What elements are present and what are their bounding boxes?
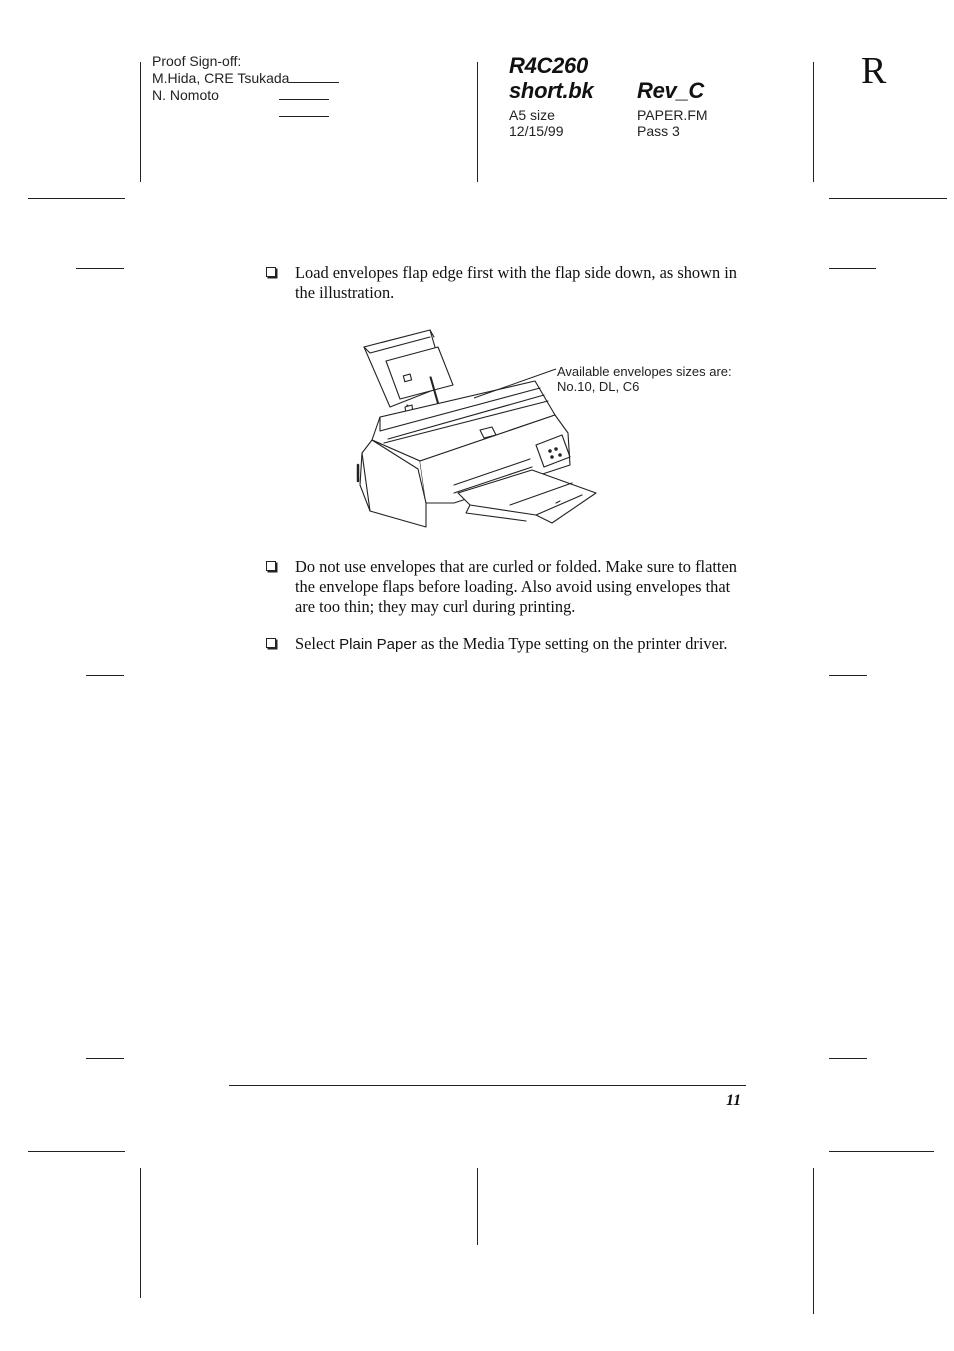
caption-leader-line [470, 365, 560, 405]
crop-mark [86, 1058, 124, 1059]
checkbox-bullet-icon [266, 638, 276, 648]
paper-size: A5 size [509, 107, 555, 123]
file-name: PAPER.FM [637, 107, 708, 123]
proof-signoff [152, 53, 452, 121]
crop-mark [28, 1151, 125, 1152]
corner-mark: R [861, 50, 887, 92]
crop-mark [829, 1151, 934, 1152]
doc-date: 12/15/99 [509, 123, 564, 139]
crop-mark [28, 198, 125, 199]
crop-mark [829, 198, 947, 199]
crop-mark [86, 675, 124, 676]
caption-line-1: Available envelopes sizes are: [557, 364, 732, 379]
proof-signer-2: N. Nomoto [152, 87, 452, 104]
figure-caption [557, 364, 757, 394]
crop-mark [829, 1058, 867, 1059]
book-name: short.bk [509, 78, 594, 103]
doc-code: R4C260 [509, 53, 588, 78]
checkbox-bullet-icon [266, 267, 276, 277]
pass-number: Pass 3 [637, 123, 680, 139]
bullet-item [266, 634, 746, 655]
proof-signer-1: M.Hida, CRE Tsukada [152, 70, 452, 87]
bullet-text: Do not use envelopes that are curled or folded. Make sure to flatten the envelope flaps before loading. Also avoid using envelopes that are too thin; they may curl during printing. [295, 557, 737, 616]
proof-title: Proof Sign-off: [152, 53, 242, 69]
caption-line-2: No.10, DL, C6 [557, 379, 640, 394]
crop-mark [477, 1168, 478, 1245]
crop-mark [140, 1168, 141, 1298]
crop-mark [813, 62, 814, 182]
checkbox-bullet-icon [266, 561, 276, 571]
proof-signer-3 [152, 104, 452, 121]
crop-mark [829, 675, 867, 676]
signature-blank [279, 87, 329, 100]
crop-mark [76, 268, 124, 269]
bullet-item [266, 557, 746, 617]
footer-rule [229, 1085, 746, 1086]
printer-illustration [350, 325, 610, 535]
media-type-term: Plain Paper [339, 636, 417, 653]
crop-mark [140, 62, 141, 182]
bullet-text: Load envelopes flap edge first with the flap side down, as shown in the illustration. [295, 263, 737, 302]
page-number: 11 [726, 1092, 742, 1109]
crop-mark [477, 62, 478, 182]
signature-blank [279, 104, 329, 117]
signature-blank [289, 70, 339, 83]
crop-mark [813, 1168, 814, 1314]
crop-mark [829, 268, 876, 269]
revision: Rev_C [637, 78, 704, 103]
bullet-item [266, 263, 746, 303]
bullet-text: Select Plain Paper as the Media Type setting on the printer driver. [295, 634, 728, 653]
